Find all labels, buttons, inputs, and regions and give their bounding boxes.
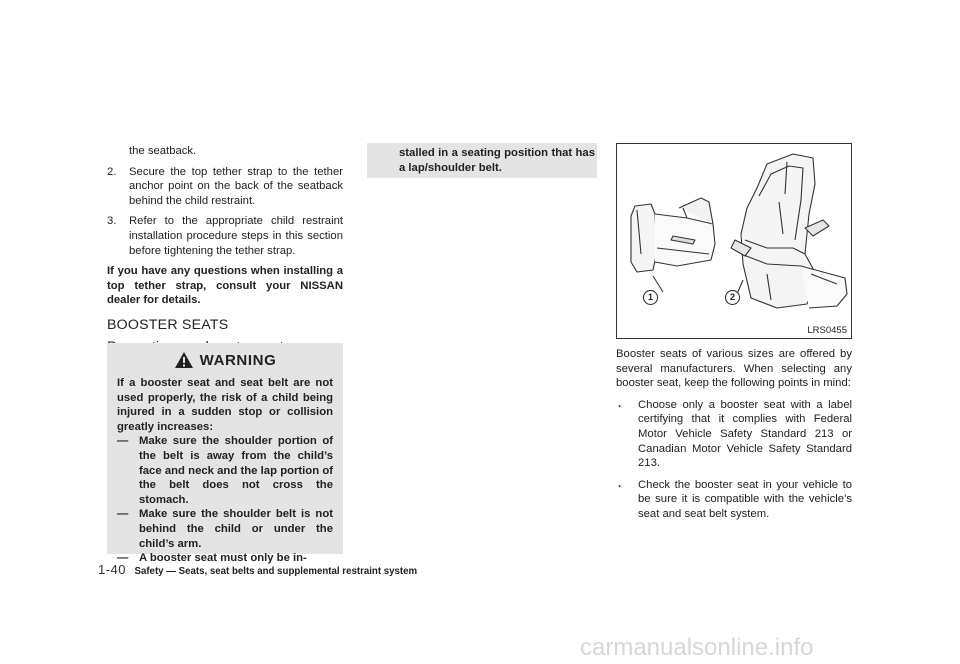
warning-header bbox=[107, 351, 343, 369]
step-text: Refer to the appropriate child restraint installation procedure steps in this section before tightening the tether strap. bbox=[129, 215, 343, 257]
warning-title: WARNING bbox=[199, 351, 277, 369]
callout-1: 1 bbox=[643, 290, 658, 305]
right-column bbox=[616, 347, 852, 529]
numbered-step bbox=[107, 165, 343, 209]
footer-title: Safety — Seats, seat belts and supplemental restraint system bbox=[134, 566, 418, 577]
bullet-mark: . bbox=[618, 397, 622, 410]
continued-text: the seatback. bbox=[129, 145, 197, 157]
section-title: BOOSTER SEATS bbox=[107, 316, 229, 333]
page-number: 1-40 bbox=[98, 562, 127, 577]
bullet-mark: . bbox=[618, 477, 622, 490]
page-footer bbox=[98, 561, 417, 579]
bullet-text: Check the booster seat in your vehicle to be sure it is compatible with the vehicle’s seat and seat belt system. bbox=[638, 478, 852, 520]
step-text: Secure the top tether strap to the tether anchor point on the back of the seatback behind the child restraint. bbox=[129, 165, 343, 207]
warning-box-continued bbox=[367, 143, 597, 178]
watermark: carmanualsonline.info bbox=[580, 634, 814, 661]
warning-intro: If a booster seat and seat belt are not used properly, the risk of a child being injured in a sudden stop or collision greatly increases: bbox=[117, 377, 333, 433]
dash-mark: — bbox=[117, 435, 129, 448]
figure-code: LRS0455 bbox=[807, 325, 847, 336]
step-number: 3. bbox=[107, 215, 117, 228]
booster-intro: Booster seats of various sizes are offered by several manufacturers. When selecting any booster seat, keep the following points in mind: bbox=[616, 348, 852, 390]
left-column bbox=[107, 144, 343, 356]
dash-text: A booster seat must only be in- bbox=[139, 552, 307, 565]
dash-text: Make sure the shoulder belt is not behind the child or under the child’s arm. bbox=[139, 508, 333, 550]
warning-body bbox=[117, 376, 333, 566]
warning-triangle-icon bbox=[174, 351, 194, 369]
step-number: 2. bbox=[107, 165, 117, 178]
booster-seat-illustration-icon bbox=[617, 144, 851, 338]
booster-seat-figure bbox=[616, 143, 852, 339]
bullet-item bbox=[616, 478, 852, 522]
warning-box bbox=[107, 343, 343, 565]
callout-2: 2 bbox=[725, 290, 740, 305]
bullet-text: Choose only a booster seat with a label certifying that it complies with Federal Motor Vehicle Safety Standard 213 or Canadian Motor Vehicle Safety Standard 213. bbox=[638, 398, 852, 470]
numbered-step bbox=[107, 214, 343, 258]
warning-dash-item bbox=[117, 434, 333, 507]
bullet-item bbox=[616, 398, 852, 471]
warning-continued-text: stalled in a seating position that has a lap/shoulder belt. bbox=[399, 147, 595, 174]
dash-mark: — bbox=[117, 508, 129, 521]
dash-mark: — bbox=[117, 552, 129, 565]
warning-dash-item bbox=[117, 507, 333, 551]
tether-note: If you have any questions when installing a top tether strap, consult your NISSAN dealer for details. bbox=[107, 265, 343, 307]
dash-text: Make sure the shoulder portion of the belt is away from the child’s face and neck and the lap portion of the belt does not cross the stomach. bbox=[139, 435, 333, 506]
